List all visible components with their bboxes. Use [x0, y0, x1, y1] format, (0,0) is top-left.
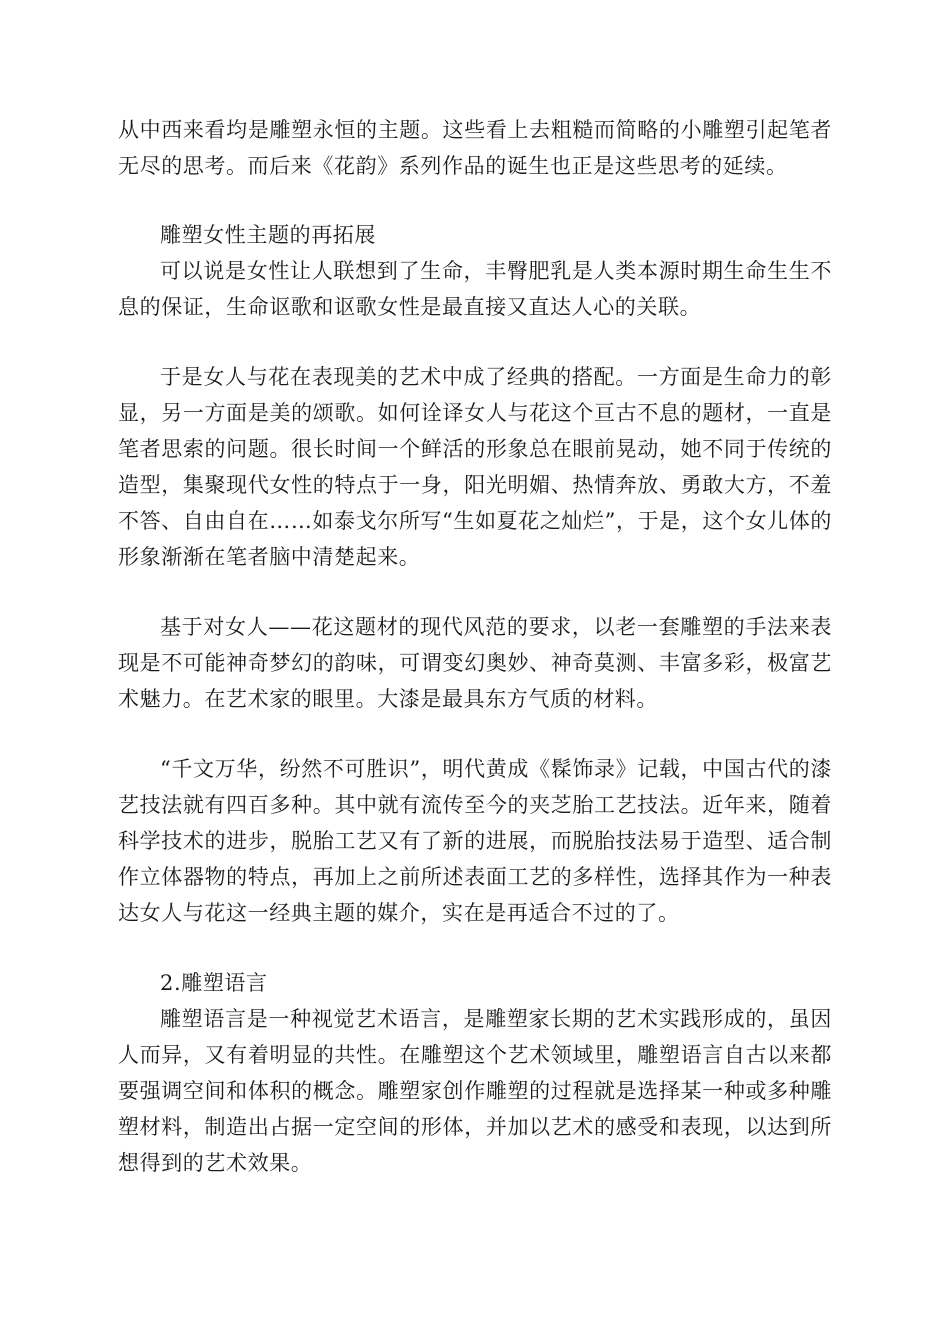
section-heading-female-theme: 雕塑女性主题的再拓展: [160, 223, 376, 247]
paragraph-lacquer-techniques: “千文万华，纷然不可胜识”，明代黄成《髹饰录》记载，中国古代的漆艺技法就有四百多种。其中就有流传至今的夹芝胎工艺技法。近年来，随着科学技术的进步，脱胎工艺又有了新的进展，而脱胎技法易于造型、适合制作立体器物的特点，再加上之前所述表面工艺的多样性，选择其作为一种表达女人与花这一经典主题的媒介，实在是再适合不过的了。: [118, 757, 832, 925]
paragraph-woman-and-flower: 于是女人与花在表现美的艺术中成了经典的搭配。一方面是生命力的彰显，另一方面是美的颂歌。如何诠译女人与花这个亘古不息的题材，一直是笔者思索的问题。很长时间一个鲜活的形象总在眼前晃动，她不同于传统的造型，集聚现代女性的特点于一身，阳光明媚、热情奔放、勇敢大方，不羞不答、自由自在……如泰戈尔所写“生如夏花之灿烂”，于是，这个女儿体的形象渐渐在笔者脑中清楚起来。: [118, 365, 832, 569]
paragraph-lacquer-material: 基于对女人——花这题材的现代风范的要求，以老一套雕塑的手法来表现是不可能神奇梦幻的韵味，可谓变幻奥妙、神奇莫测、丰富多彩，极富艺术魅力。在艺术家的眼里。大漆是最具东方气质的材料。: [118, 615, 832, 711]
section-heading-sculpture-language: 2.雕塑语言: [160, 971, 268, 995]
document-page: [118, 112, 832, 1181]
paragraph-sculpture-language: 雕塑语言是一种视觉艺术语言，是雕塑家长期的艺术实践形成的，虽因人而异，又有着明显的共性。在雕塑这个艺术领域里，雕塑语言自古以来都要强调空间和体积的概念。雕塑家创作雕塑的过程就是选择某一种或多种雕塑材料，制造出占据一定空间的形体，并加以艺术的感受和表现，以达到所想得到的艺术效果。: [118, 1007, 832, 1175]
paragraph-female-life: 可以说是女性让人联想到了生命，丰臀肥乳是人类本源时期生命生生不息的保证，生命讴歌和讴歌女性是最直接又直达人心的关联。: [118, 259, 832, 319]
paragraph-continuation: 从中西来看均是雕塑永恒的主题。这些看上去粗糙而简略的小雕塑引起笔者无尽的思考。而后来《花韵》系列作品的诞生也正是这些思考的延续。: [118, 118, 832, 178]
